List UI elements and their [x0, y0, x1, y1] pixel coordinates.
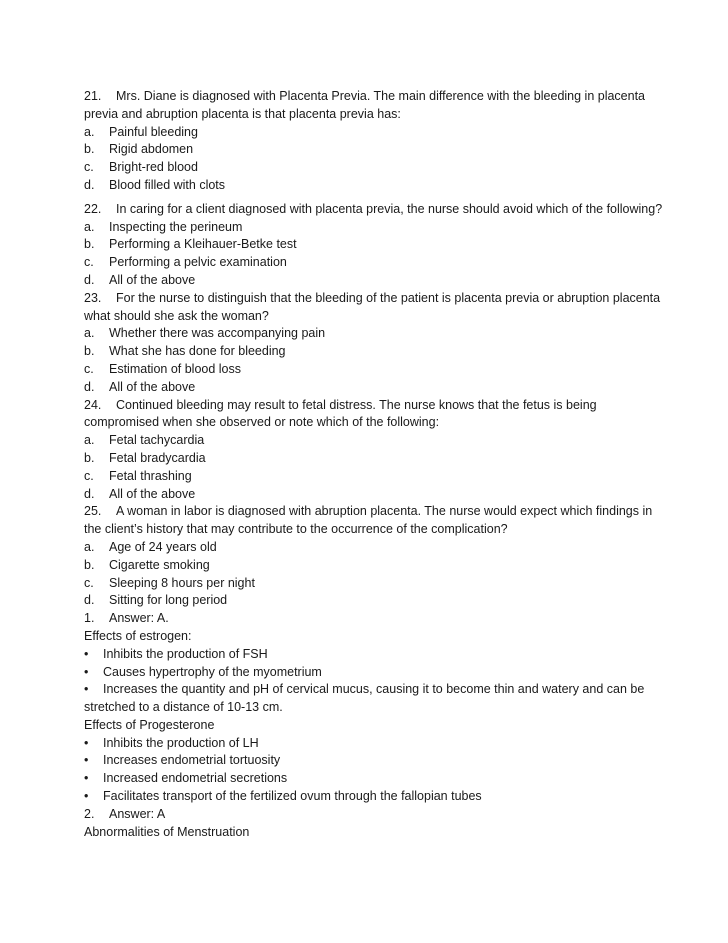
estrogen-item-3-cont: stretched to a distance of 10-13 cm.: [84, 700, 283, 715]
option-23c: c. Estimation of blood loss: [84, 361, 242, 376]
question-number: 25.: [84, 504, 102, 519]
menstruation-heading: Abnormalities of Menstruation: [84, 824, 250, 839]
option-21b: b. Rigid abdomen: [84, 142, 194, 157]
question-number: 22.: [84, 201, 102, 216]
estrogen-item-1: • Inhibits the production of FSH: [84, 646, 694, 664]
option-24d: d. All of the above: [84, 486, 196, 501]
option-23d: d. All of the above: [84, 379, 196, 394]
question-22-line1: [84, 201, 694, 219]
bullet-icon: •: [84, 753, 89, 768]
question-text: Mrs. Diane is diagnosed with Placenta Previa. The main difference with the bleeding in placenta: [116, 89, 646, 103]
question-number: 24.: [84, 397, 102, 412]
question-23-line2: what should she ask the woman?: [84, 308, 269, 323]
estrogen-heading: Effects of estrogen:: [84, 628, 192, 643]
option-25d: d. Sitting for long period: [84, 593, 228, 608]
option-24c: c. Fetal thrashing: [84, 468, 192, 483]
progesterone-item-4: • Facilitates transport of the fertilized ovum through the fallopian tubes: [84, 788, 694, 806]
question-25-line2: the client’s history that may contribute to the occurrence of the complication?: [84, 522, 508, 537]
question-23-line1: [84, 290, 694, 308]
option-25b: b. Cigarette smoking: [84, 557, 210, 572]
question-24-line2: compromised when she observed or note which of the following:: [84, 415, 440, 430]
bullet-icon: •: [84, 664, 89, 679]
bullet-icon: •: [84, 735, 89, 750]
estrogen-item-3: • Increases the quantity and pH of cervical mucus, causing it to become thin and watery and can be: [84, 681, 694, 699]
question-text: For the nurse to distinguish that the bleeding of the patient is placenta previa or abruption placenta: [116, 290, 661, 305]
option-22d: d. All of the above: [84, 272, 196, 287]
option-21a: a. Painful bleeding: [84, 124, 198, 139]
option-23b: b. What she has done for bleeding: [84, 344, 286, 359]
option-21c: c. Bright-red blood: [84, 160, 198, 175]
question-21-line2: previa and abruption placenta is that placenta previa has:: [84, 106, 401, 121]
answer-2: 2. Answer: A: [84, 806, 166, 821]
option-24a: a. Fetal tachycardia: [84, 433, 205, 448]
bullet-icon: •: [84, 789, 89, 804]
option-22c: c. Performing a pelvic examination: [84, 255, 287, 270]
bullet-icon: •: [84, 646, 89, 661]
option-25c: c. Sleeping 8 hours per night: [84, 575, 255, 590]
question-number: 21.: [84, 89, 102, 103]
bullet-icon: •: [84, 771, 89, 786]
question-number: 23.: [84, 290, 102, 305]
option-22b: b. Performing a Kleihauer-Betke test: [84, 237, 297, 252]
question-text: Continued bleeding may result to fetal distress. The nurse knows that the fetus is being: [116, 397, 597, 412]
answer-1: 1. Answer: A.: [84, 611, 169, 626]
option-22a: a. Inspecting the perineum: [84, 219, 243, 234]
question-24-line1: [84, 397, 694, 415]
question-25-line1: [84, 503, 694, 521]
estrogen-item-2: • Causes hypertrophy of the myometrium: [84, 664, 694, 682]
progesterone-item-3: • Increased endometrial secretions: [84, 770, 694, 788]
document-page: [84, 88, 694, 841]
option-23a: a. Whether there was accompanying pain: [84, 326, 326, 341]
question-21-line1: [84, 88, 694, 106]
question-text: A woman in labor is diagnosed with abruption placenta. The nurse would expect which findings in: [116, 504, 653, 519]
bullet-icon: •: [84, 682, 89, 697]
question-text: In caring for a client diagnosed with placenta previa, the nurse should avoid which of the following?: [116, 201, 663, 216]
option-25a: a. Age of 24 years old: [84, 539, 217, 554]
progesterone-item-2: • Increases endometrial tortuosity: [84, 752, 694, 770]
option-21d: d. Blood filled with clots: [84, 177, 226, 192]
option-24b: b. Fetal bradycardia: [84, 450, 206, 465]
progesterone-heading: Effects of Progesterone: [84, 717, 215, 732]
progesterone-item-1: • Inhibits the production of LH: [84, 735, 694, 753]
